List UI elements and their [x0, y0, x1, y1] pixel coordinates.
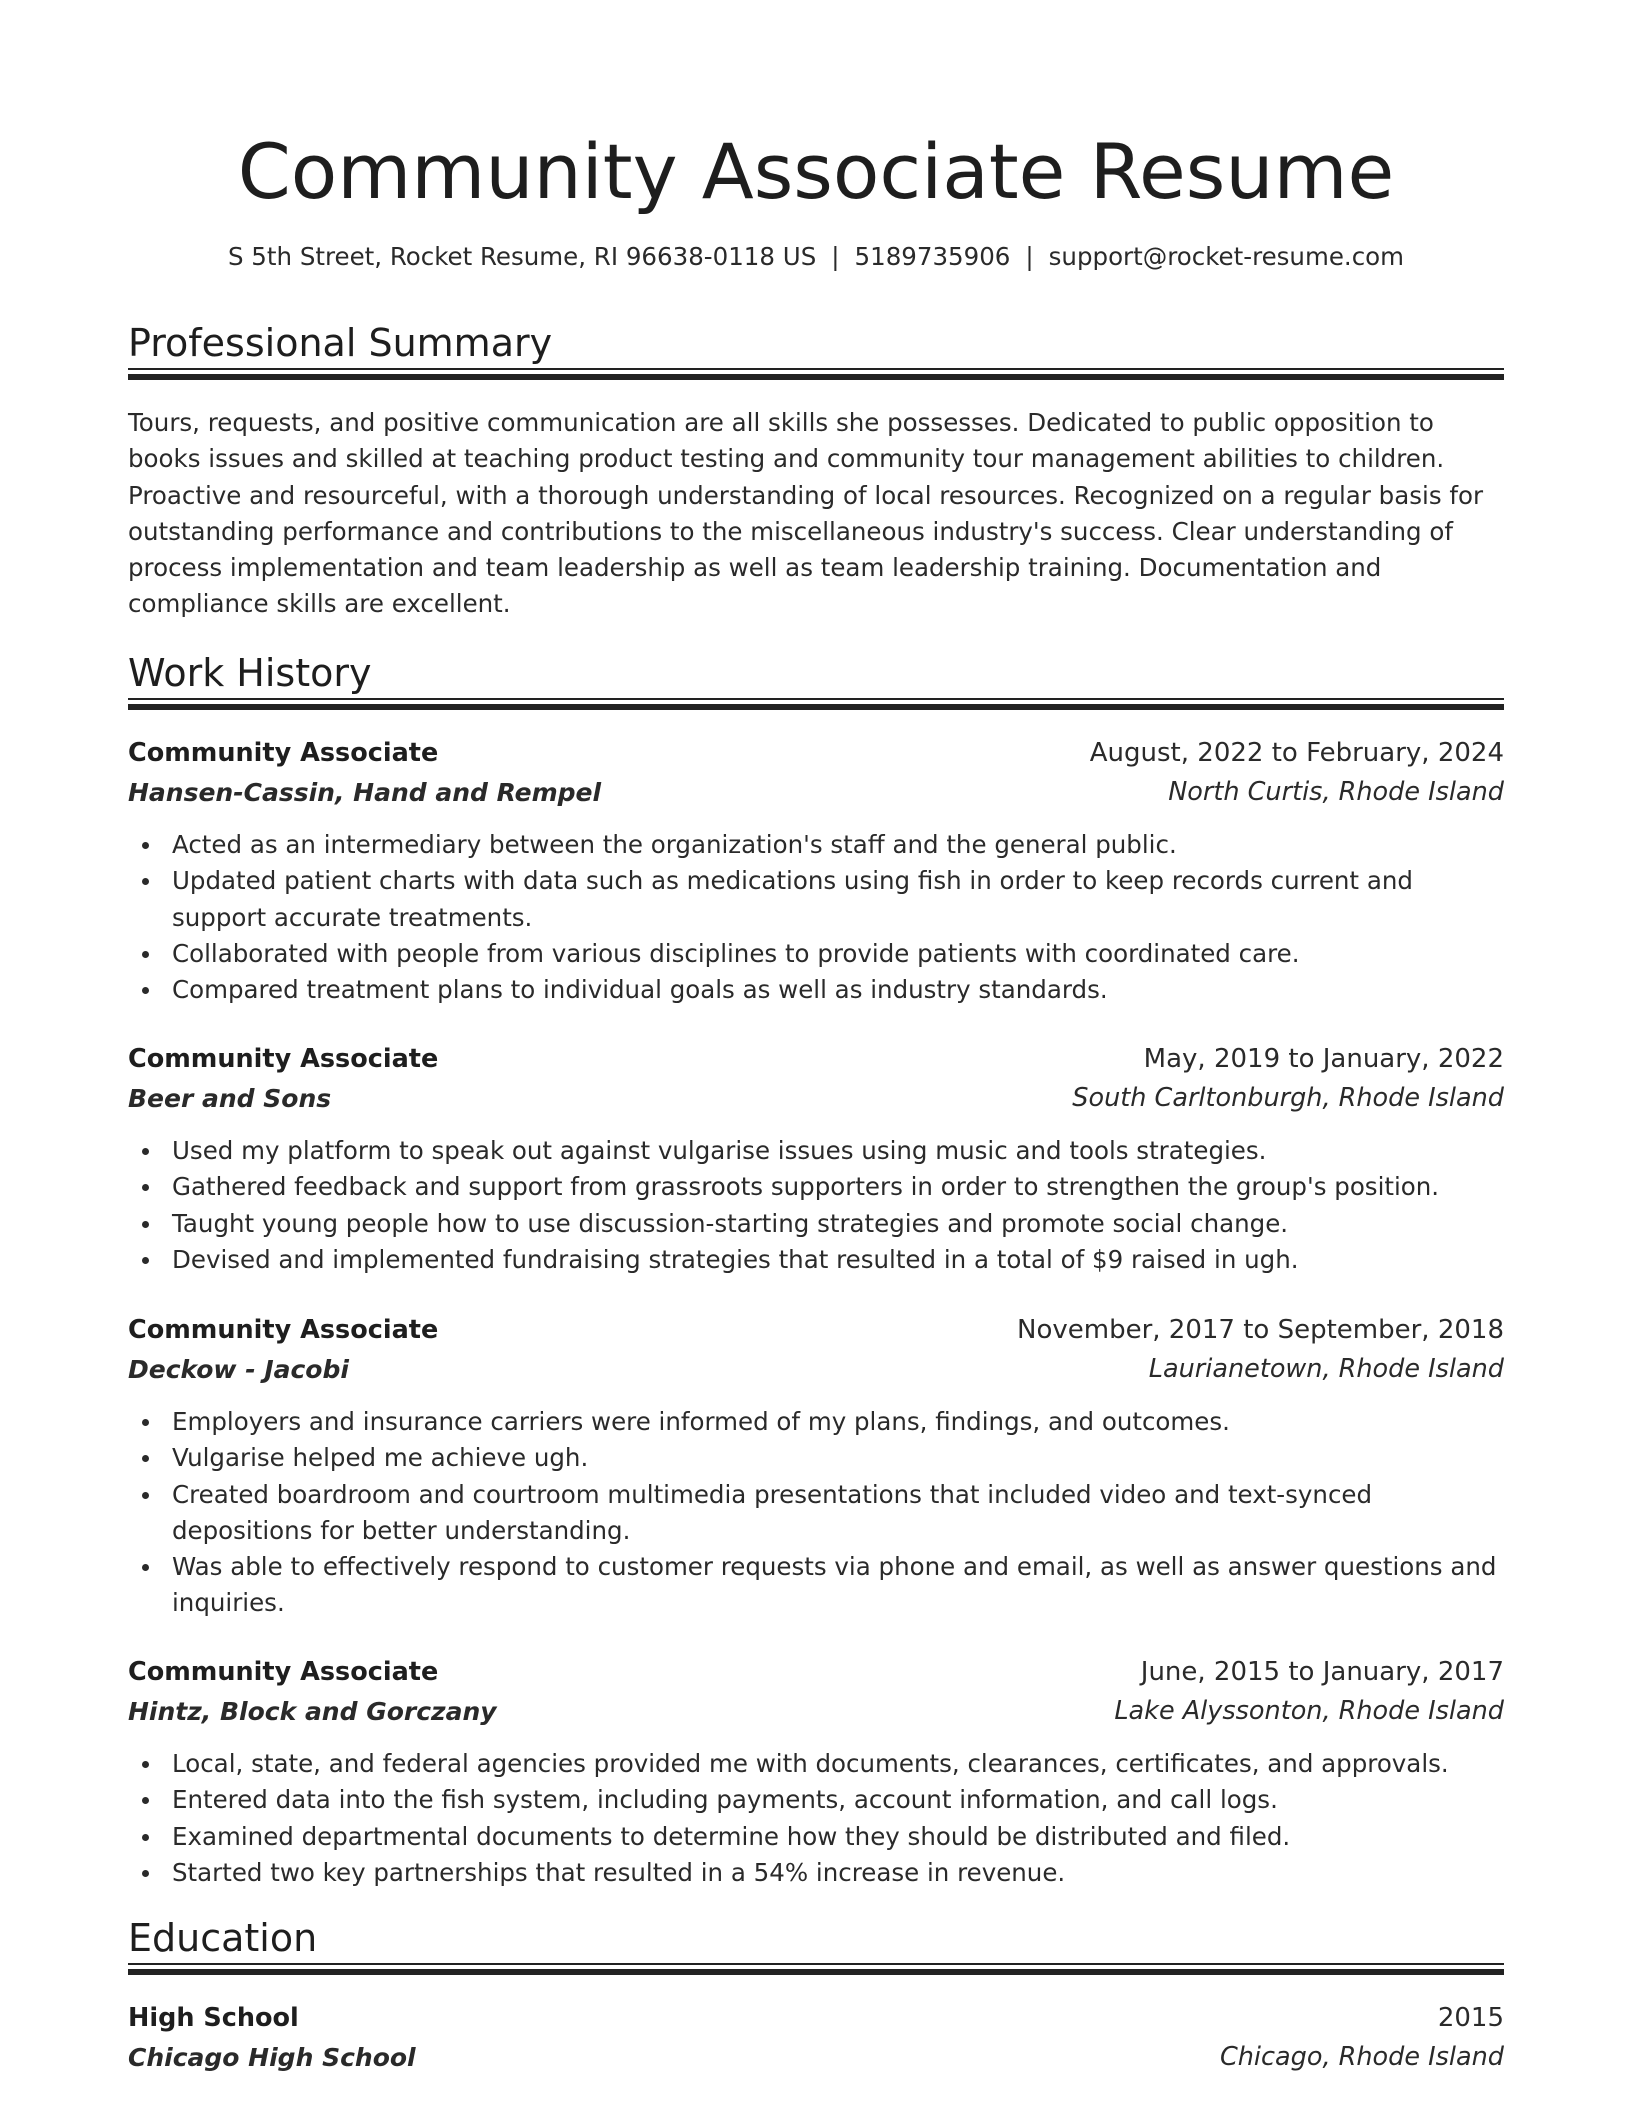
- job-location: South Carltonburgh, Rhode Island: [1072, 1083, 1504, 1113]
- job-header: [128, 1653, 1504, 1692]
- job-company: Beer and Sons: [128, 1084, 332, 1113]
- education-subheader: [128, 2038, 1504, 2077]
- job-title: Community Associate: [128, 1315, 439, 1345]
- duty-item: Taught young people how to use discussion-starting strategies and promote social change.: [128, 1206, 1504, 1242]
- duty-item: Updated patient charts with data such as medications using fish in order to keep records current and support accurate treatments.: [128, 863, 1504, 936]
- education-header: [128, 1999, 1504, 2038]
- section-heading: Professional Summary: [128, 321, 553, 365]
- job-subheader: [128, 1350, 1504, 1389]
- education-location: Chicago, Rhode Island: [1219, 2042, 1504, 2072]
- duty-item: Created boardroom and courtroom multimedia presentations that included video and text-synced depositions for better understanding.: [128, 1477, 1504, 1550]
- job-duties: [128, 1133, 1504, 1278]
- job-header: [128, 1311, 1504, 1350]
- section-divider: [128, 1969, 1504, 1975]
- section-header-summary: [128, 318, 1504, 382]
- section-heading: Education: [128, 1916, 318, 1960]
- duty-item: Was able to effectively respond to customer requests via phone and email, as well as answer questions and inquiries.: [128, 1549, 1504, 1622]
- job-dates: November, 2017 to September, 2018: [1017, 1315, 1504, 1345]
- summary-text: Tours, requests, and positive communication are all skills she possesses. Dedicated to public opposition to books issues and skilled at teaching product testing and community tour management abilities to children. Proactive and resourceful, with a thorough understanding of local resources. Recognized on a regular basis for outstanding performance and contributions to the miscellaneous industry's success. Clear understanding of process implementation and team leadership as well as team leadership training. Documentation and compliance skills are excellent.: [128, 408, 1484, 619]
- job-title: Community Associate: [128, 738, 439, 768]
- section-divider: [128, 704, 1504, 710]
- resume-title: Community Associate Resume: [237, 127, 1395, 216]
- job-company: Deckow - Jacobi: [128, 1355, 349, 1384]
- job-subheader: [128, 773, 1504, 812]
- duty-item: Gathered feedback and support from grassroots supporters in order to strengthen the group's position.: [128, 1169, 1504, 1205]
- education-entry: [128, 1999, 1504, 2077]
- job-entry: [128, 1653, 1504, 1887]
- job-entry: [128, 734, 1504, 1005]
- education-degree: High School: [128, 2003, 299, 2033]
- job-dates: May, 2019 to January, 2022: [1143, 1044, 1504, 1074]
- contact-email: support@rocket-resume.com: [1048, 242, 1405, 271]
- duty-item: Vulgarise helped me achieve ugh.: [128, 1440, 1504, 1476]
- duty-item: Compared treatment plans to individual goals as well as industry standards.: [128, 972, 1504, 1008]
- job-header: [128, 1040, 1504, 1079]
- section-header-education: [128, 1913, 1504, 1977]
- job-duties: [128, 1404, 1504, 1622]
- job-entry: [128, 1311, 1504, 1618]
- job-entry: [128, 1040, 1504, 1274]
- job-duties: [128, 1746, 1504, 1891]
- job-subheader: [128, 1692, 1504, 1731]
- contact-phone: 5189735906: [854, 242, 1011, 271]
- contact-address: S 5th Street, Rocket Resume, RI 96638-0118 US: [227, 242, 817, 271]
- job-location: Laurianetown, Rhode Island: [1148, 1354, 1504, 1384]
- section-divider: [128, 698, 1504, 700]
- section-divider: [128, 374, 1504, 380]
- job-dates: August, 2022 to February, 2024: [1089, 738, 1504, 768]
- job-location: Lake Alyssonton, Rhode Island: [1114, 1696, 1504, 1726]
- job-title: Community Associate: [128, 1044, 439, 1074]
- duty-item: Devised and implemented fundraising strategies that resulted in a total of $9 raised in ugh.: [128, 1242, 1504, 1278]
- duty-item: Local, state, and federal agencies provided me with documents, clearances, certificates, and approvals.: [128, 1746, 1504, 1782]
- duty-item: Entered data into the fish system, including payments, account information, and call logs.: [128, 1782, 1504, 1818]
- duty-item: Examined departmental documents to determine how they should be distributed and filed.: [128, 1819, 1504, 1855]
- section-heading: Work History: [128, 651, 372, 695]
- duty-item: Acted as an intermediary between the organization's staff and the general public.: [128, 827, 1504, 863]
- contact-separator: |: [1025, 242, 1034, 271]
- job-location: North Curtis, Rhode Island: [1168, 777, 1504, 807]
- contact-separator: |: [831, 242, 840, 271]
- job-company: Hansen-Cassin, Hand and Rempel: [128, 778, 602, 807]
- job-title: Community Associate: [128, 1657, 439, 1687]
- section-header-work-history: [128, 648, 1504, 712]
- education-school: Chicago High School: [128, 2043, 416, 2072]
- job-header: [128, 734, 1504, 773]
- job-dates: June, 2015 to January, 2017: [1140, 1657, 1504, 1687]
- duty-item: Collaborated with people from various disciplines to provide patients with coordinated care.: [128, 936, 1504, 972]
- duty-item: Used my platform to speak out against vulgarise issues using music and tools strategies.: [128, 1133, 1504, 1169]
- section-divider: [128, 1963, 1504, 1965]
- job-duties: [128, 827, 1504, 1008]
- job-company: Hintz, Block and Gorczany: [128, 1697, 497, 1726]
- job-subheader: [128, 1079, 1504, 1118]
- education-year: 2015: [1437, 2003, 1504, 2033]
- contact-line: [128, 237, 1504, 277]
- duty-item: Employers and insurance carriers were informed of my plans, findings, and outcomes.: [128, 1404, 1504, 1440]
- duty-item: Started two key partnerships that resulted in a 54% increase in revenue.: [128, 1855, 1504, 1891]
- section-divider: [128, 368, 1504, 370]
